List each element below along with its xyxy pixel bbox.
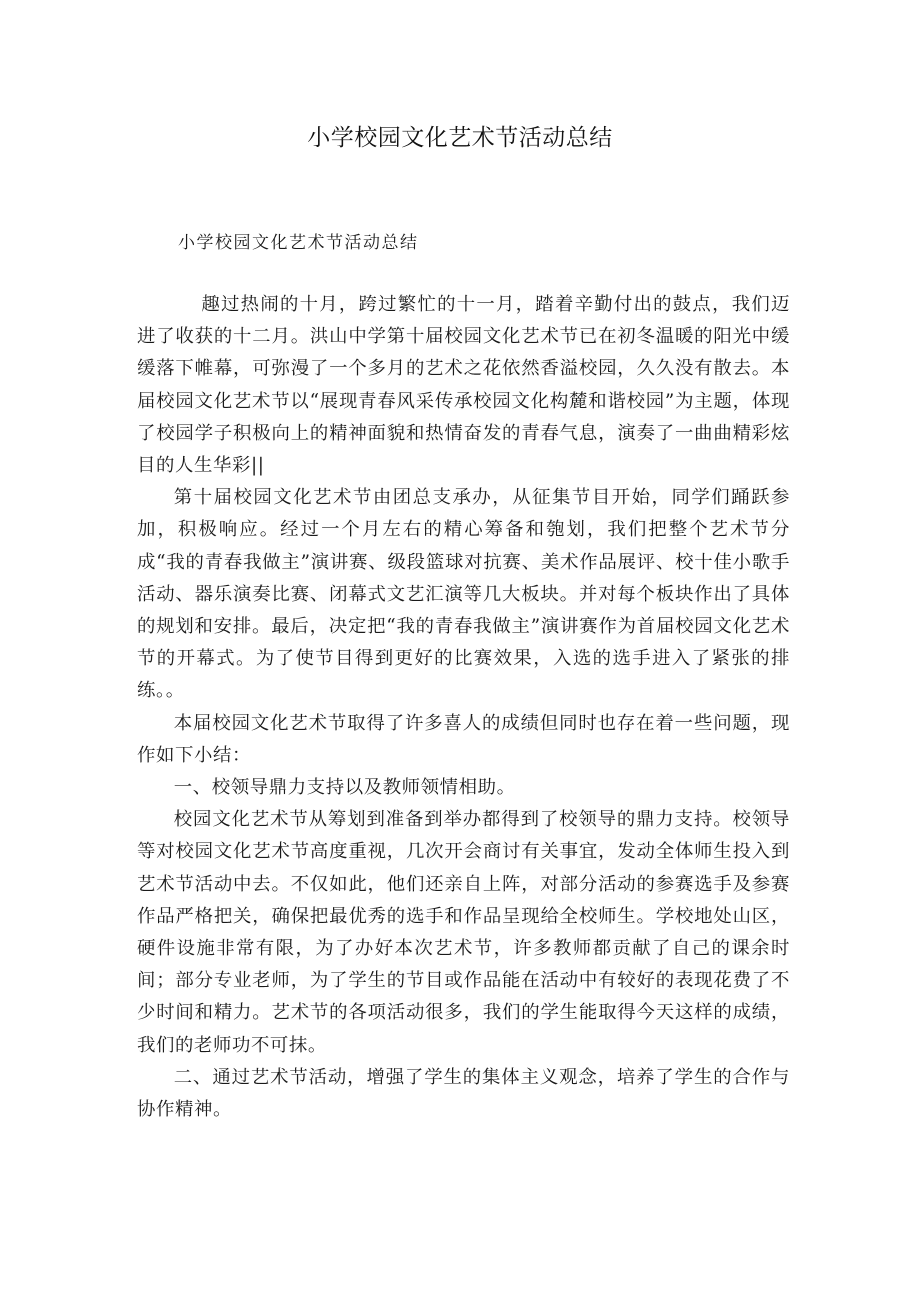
paragraph-leadership-support: 校园文化艺术节从筹划到准备到举办都得到了校领导的鼎力支持。校领导等对校园文化艺术节高度重视，几次开会商讨有关事宜，发动全体师生投入到艺术节活动中去。不仅如此，他们还亲自上阵，对部分活动的参赛选手及参赛作品严格把关，确保把最优秀的选手和作品呈现给全校师生。学校地处山区，硬件设施非常有限，为了办好本次艺术节，许多教师都贡献了自己的课余时间；部分专业老师，为了学生的节目或作品能在活动中有较好的表现花费了不少时间和精力。艺术节的各项活动很多，我们的学生能取得今天这样的成绩，我们的老师功不可抹。: [137, 809, 790, 1056]
document-body: [137, 289, 790, 1126]
paragraph-organization: 第十届校园文化艺术节由团总支承办，从征集节目开始，同学们踊跃参加，积极响应。经过一个月左右的精心筹备和匏划，我们把整个艺术节分成“我的青春我做主”演讲赛、级段篮球对抗赛、美术作品展评、校十佳小歌手活动、器乐演奏比赛、闭幕式文艺汇演等几大板块。并对每个板块作出了具体的规划和安排。最后，决定把“我的青春我做主”演讲赛作为首届校园文化艺术节的开幕式。为了使节目得到更好的比赛效果，入选的选手进入了紧张的排练。。: [137, 487, 790, 702]
paragraph-summary-lead: 本届校园文化艺术节取得了许多喜人的成绩但同时也存在着一些问题，现作如下小结：: [137, 712, 790, 766]
paragraph-intro: 趣过热闹的十月，跨过繁忙的十一月，踏着辛勤付出的鼓点，我们迈进了收获的十二月。洪山中学第十届校园文化艺术节已在初冬温暖的阳光中缓缓落下帷幕，可弥漫了一个多月的艺术之花依然香溢校园，久久没有散去。本届校园文化艺术节以“展现青春风采传承校园文化构麓和谐校园”为主题，体现了校园学子积极向上的精神面貌和热情奋发的青春气息，演奏了一曲曲精彩炫目的人生华彩||: [137, 294, 790, 477]
section-heading-1: 一、校领导鼎力支持以及教师领情相助。: [173, 777, 516, 799]
section-heading-2: 二、通过艺术节活动，增强了学生的集体主义观念，培养了学生的合作与协作精神。: [137, 1066, 790, 1121]
page-title: 小学校园文化艺术节活动总结: [307, 125, 613, 151]
document-subtitle: 小学校园文化艺术节活动总结: [178, 233, 419, 253]
